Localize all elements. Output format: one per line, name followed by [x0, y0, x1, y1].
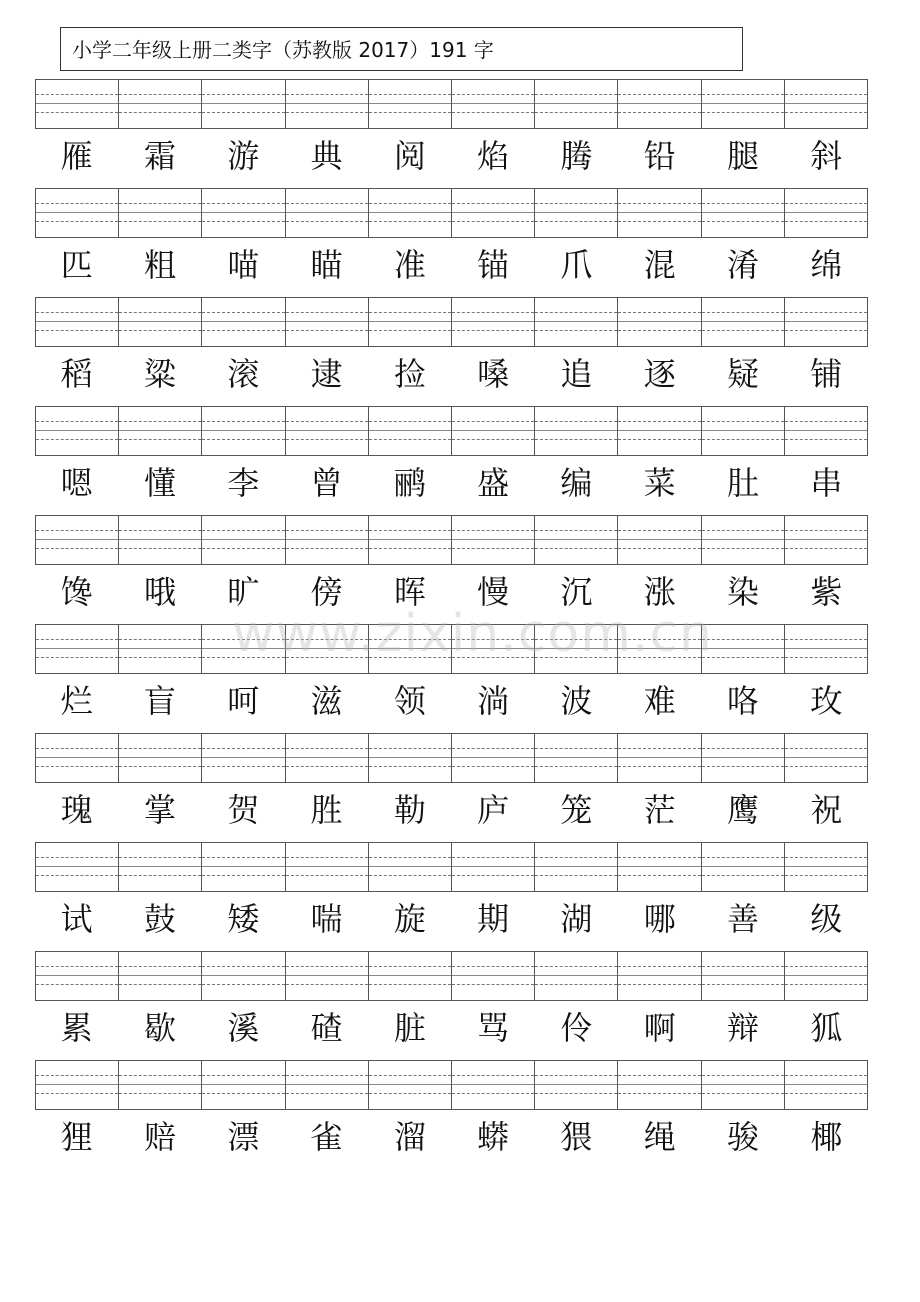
- writing-cell: [119, 80, 202, 128]
- writing-cell: [119, 189, 202, 237]
- writing-cell: [535, 843, 618, 891]
- writing-grid: [35, 188, 868, 238]
- chinese-character: 串: [810, 464, 843, 502]
- writing-cell: [452, 734, 535, 782]
- chinese-character: 染: [727, 573, 760, 611]
- chinese-character: 逐: [643, 355, 676, 393]
- writing-cell: [286, 516, 369, 564]
- chinese-character: 淌: [477, 682, 510, 720]
- chinese-character: 哦: [143, 573, 176, 611]
- chinese-character: 笼: [560, 791, 593, 829]
- chinese-character: 粗: [143, 246, 176, 284]
- chinese-character: 领: [393, 682, 426, 720]
- chinese-character: 准: [393, 246, 426, 284]
- chinese-character: 馋: [60, 573, 93, 611]
- writing-cell: [535, 1061, 618, 1109]
- chinese-character: 祝: [810, 791, 843, 829]
- writing-cell: [452, 298, 535, 346]
- writing-cell: [785, 407, 867, 455]
- writing-cell: [785, 189, 867, 237]
- chinese-character: 鹂: [393, 464, 426, 502]
- writing-cell: [452, 516, 535, 564]
- writing-cell: [702, 407, 785, 455]
- writing-cell: [369, 189, 452, 237]
- writing-cell: [618, 734, 701, 782]
- chinese-character: 混: [643, 246, 676, 284]
- writing-cell: [36, 952, 119, 1000]
- chinese-character: 鼓: [143, 900, 176, 938]
- chinese-character: 腿: [727, 137, 760, 175]
- writing-cell: [202, 298, 285, 346]
- chinese-character: 绵: [810, 246, 843, 284]
- chinese-character: 典: [310, 137, 343, 175]
- writing-cell: [119, 734, 202, 782]
- writing-cell: [535, 189, 618, 237]
- chinese-character: 嗯: [60, 464, 93, 502]
- writing-grid: [35, 842, 868, 892]
- writing-cell: [535, 298, 618, 346]
- watermark: www.zixin.com.cn: [232, 604, 713, 664]
- writing-cell: [119, 407, 202, 455]
- chinese-character: 漂: [227, 1118, 260, 1156]
- chinese-character: 溪: [227, 1009, 260, 1047]
- writing-cell: [618, 1061, 701, 1109]
- chinese-character: 试: [60, 900, 93, 938]
- writing-cell: [286, 80, 369, 128]
- chinese-character: 瑰: [60, 791, 93, 829]
- chinese-character: 骂: [477, 1009, 510, 1047]
- chinese-character: 歇: [143, 1009, 176, 1047]
- practice-row: [0, 1060, 920, 1169]
- chinese-character: 旷: [227, 573, 260, 611]
- writing-cell: [785, 952, 867, 1000]
- practice-row: [0, 188, 920, 297]
- chinese-character: 腾: [560, 137, 593, 175]
- writing-cell: [286, 952, 369, 1000]
- chinese-character: 绳: [643, 1118, 676, 1156]
- writing-cell: [618, 952, 701, 1000]
- chinese-character: 骏: [727, 1118, 760, 1156]
- chinese-character: 辩: [727, 1009, 760, 1047]
- chinese-character: 紫: [810, 573, 843, 611]
- chinese-character: 嗓: [477, 355, 510, 393]
- chinese-character: 淆: [727, 246, 760, 284]
- practice-row: [0, 733, 920, 842]
- chinese-character: 爪: [560, 246, 593, 284]
- writing-cell: [785, 516, 867, 564]
- writing-cell: [702, 625, 785, 673]
- chinese-character: 啊: [643, 1009, 676, 1047]
- writing-cell: [202, 80, 285, 128]
- writing-cell: [36, 734, 119, 782]
- character-row: [35, 567, 868, 617]
- chinese-character: 赔: [143, 1118, 176, 1156]
- character-row: [35, 894, 868, 944]
- writing-cell: [452, 189, 535, 237]
- writing-cell: [202, 625, 285, 673]
- writing-cell: [369, 80, 452, 128]
- writing-cell: [535, 952, 618, 1000]
- chinese-character: 编: [560, 464, 593, 502]
- writing-cell: [618, 298, 701, 346]
- chinese-character: 沉: [560, 573, 593, 611]
- practice-row: [0, 842, 920, 951]
- writing-cell: [202, 189, 285, 237]
- chinese-character: 喘: [310, 900, 343, 938]
- writing-cell: [36, 80, 119, 128]
- chinese-character: 哪: [643, 900, 676, 938]
- writing-cell: [286, 625, 369, 673]
- chinese-character: 椰: [810, 1118, 843, 1156]
- chinese-character: 狐: [810, 1009, 843, 1047]
- character-row: [35, 240, 868, 290]
- chinese-character: 盛: [477, 464, 510, 502]
- writing-cell: [119, 516, 202, 564]
- writing-cell: [202, 516, 285, 564]
- chinese-character: 斜: [810, 137, 843, 175]
- writing-cell: [702, 734, 785, 782]
- chinese-character: 匹: [60, 246, 93, 284]
- chinese-character: 铅: [643, 137, 676, 175]
- writing-cell: [702, 843, 785, 891]
- chinese-character: 庐: [477, 791, 510, 829]
- chinese-character: 碴: [310, 1009, 343, 1047]
- writing-cell: [535, 516, 618, 564]
- chinese-character: 玫: [810, 682, 843, 720]
- writing-grid: [35, 406, 868, 456]
- writing-cell: [119, 843, 202, 891]
- character-row: [35, 785, 868, 835]
- writing-cell: [36, 407, 119, 455]
- chinese-character: 逮: [310, 355, 343, 393]
- chinese-character: 雁: [60, 137, 93, 175]
- chinese-character: 溜: [393, 1118, 426, 1156]
- chinese-character: 咯: [727, 682, 760, 720]
- writing-cell: [286, 407, 369, 455]
- writing-cell: [119, 298, 202, 346]
- chinese-character: 菜: [643, 464, 676, 502]
- writing-grid: [35, 624, 868, 674]
- writing-cell: [785, 625, 867, 673]
- writing-cell: [286, 298, 369, 346]
- chinese-character: 猥: [560, 1118, 593, 1156]
- writing-cell: [618, 516, 701, 564]
- writing-cell: [452, 952, 535, 1000]
- chinese-character: 茫: [643, 791, 676, 829]
- character-row: [35, 131, 868, 181]
- character-row: [35, 349, 868, 399]
- chinese-character: 霜: [143, 137, 176, 175]
- chinese-character: 累: [60, 1009, 93, 1047]
- character-row: [35, 1003, 868, 1053]
- writing-grid: [35, 1060, 868, 1110]
- chinese-character: 掌: [143, 791, 176, 829]
- writing-cell: [702, 80, 785, 128]
- writing-cell: [119, 1061, 202, 1109]
- writing-cell: [286, 843, 369, 891]
- writing-cell: [202, 734, 285, 782]
- writing-cell: [452, 80, 535, 128]
- writing-cell: [452, 625, 535, 673]
- writing-cell: [618, 625, 701, 673]
- practice-row: [0, 79, 920, 188]
- writing-cell: [618, 407, 701, 455]
- writing-cell: [369, 298, 452, 346]
- writing-cell: [369, 952, 452, 1000]
- chinese-character: 追: [560, 355, 593, 393]
- chinese-character: 烂: [60, 682, 93, 720]
- character-row: [35, 676, 868, 726]
- chinese-character: 鹰: [727, 791, 760, 829]
- writing-grid: [35, 515, 868, 565]
- chinese-character: 级: [810, 900, 843, 938]
- writing-cell: [36, 516, 119, 564]
- writing-cell: [785, 80, 867, 128]
- writing-cell: [785, 843, 867, 891]
- writing-cell: [36, 625, 119, 673]
- chinese-character: 曾: [310, 464, 343, 502]
- page-title: 小学二年级上册二类字（苏教版 2017）191 字: [60, 27, 743, 71]
- writing-cell: [535, 734, 618, 782]
- practice-row: [0, 297, 920, 406]
- chinese-character: 呵: [227, 682, 260, 720]
- chinese-character: 懂: [143, 464, 176, 502]
- writing-cell: [202, 407, 285, 455]
- practice-row: [0, 406, 920, 515]
- writing-cell: [785, 734, 867, 782]
- writing-cell: [119, 952, 202, 1000]
- writing-grid: [35, 79, 868, 129]
- chinese-character: 焰: [477, 137, 510, 175]
- chinese-character: 难: [643, 682, 676, 720]
- chinese-character: 铺: [810, 355, 843, 393]
- chinese-character: 慢: [477, 573, 510, 611]
- writing-cell: [202, 843, 285, 891]
- writing-cell: [202, 952, 285, 1000]
- chinese-character: 湖: [560, 900, 593, 938]
- writing-cell: [535, 80, 618, 128]
- practice-row: [0, 951, 920, 1060]
- practice-row: [0, 624, 920, 733]
- chinese-character: 喵: [227, 246, 260, 284]
- writing-cell: [36, 298, 119, 346]
- writing-cell: [618, 80, 701, 128]
- chinese-character: 李: [227, 464, 260, 502]
- writing-cell: [702, 298, 785, 346]
- writing-cell: [369, 516, 452, 564]
- writing-cell: [452, 843, 535, 891]
- writing-cell: [702, 189, 785, 237]
- writing-grid: [35, 297, 868, 347]
- writing-cell: [618, 189, 701, 237]
- writing-cell: [702, 516, 785, 564]
- writing-cell: [286, 734, 369, 782]
- writing-cell: [369, 734, 452, 782]
- chinese-character: 勒: [393, 791, 426, 829]
- chinese-character: 脏: [393, 1009, 426, 1047]
- chinese-character: 雀: [310, 1118, 343, 1156]
- writing-cell: [702, 1061, 785, 1109]
- chinese-character: 贺: [227, 791, 260, 829]
- writing-cell: [36, 843, 119, 891]
- practice-row: [0, 515, 920, 624]
- chinese-character: 蟒: [477, 1118, 510, 1156]
- chinese-character: 粱: [143, 355, 176, 393]
- chinese-character: 稻: [60, 355, 93, 393]
- writing-cell: [36, 1061, 119, 1109]
- chinese-character: 期: [477, 900, 510, 938]
- character-row: [35, 458, 868, 508]
- writing-cell: [369, 843, 452, 891]
- chinese-character: 滋: [310, 682, 343, 720]
- writing-cell: [452, 1061, 535, 1109]
- writing-cell: [785, 1061, 867, 1109]
- writing-cell: [36, 189, 119, 237]
- chinese-character: 盲: [143, 682, 176, 720]
- writing-grid: [35, 733, 868, 783]
- chinese-character: 波: [560, 682, 593, 720]
- chinese-character: 涨: [643, 573, 676, 611]
- writing-cell: [286, 1061, 369, 1109]
- chinese-character: 滚: [227, 355, 260, 393]
- chinese-character: 瞄: [310, 246, 343, 284]
- chinese-character: 疑: [727, 355, 760, 393]
- chinese-character: 游: [227, 137, 260, 175]
- writing-cell: [369, 625, 452, 673]
- chinese-character: 矮: [227, 900, 260, 938]
- chinese-character: 善: [727, 900, 760, 938]
- chinese-character: 捡: [393, 355, 426, 393]
- writing-cell: [369, 407, 452, 455]
- chinese-character: 狸: [60, 1118, 93, 1156]
- writing-cell: [702, 952, 785, 1000]
- chinese-character: 胜: [310, 791, 343, 829]
- writing-cell: [535, 625, 618, 673]
- writing-cell: [286, 189, 369, 237]
- character-row: [35, 1112, 868, 1162]
- chinese-character: 旋: [393, 900, 426, 938]
- writing-cell: [618, 843, 701, 891]
- writing-cell: [452, 407, 535, 455]
- chinese-character: 傍: [310, 573, 343, 611]
- chinese-character: 阅: [393, 137, 426, 175]
- writing-cell: [202, 1061, 285, 1109]
- chinese-character: 晖: [393, 573, 426, 611]
- chinese-character: 锚: [477, 246, 510, 284]
- chinese-character: 肚: [727, 464, 760, 502]
- writing-cell: [535, 407, 618, 455]
- writing-grid: [35, 951, 868, 1001]
- writing-cell: [785, 298, 867, 346]
- writing-cell: [369, 1061, 452, 1109]
- writing-cell: [119, 625, 202, 673]
- chinese-character: 伶: [560, 1009, 593, 1047]
